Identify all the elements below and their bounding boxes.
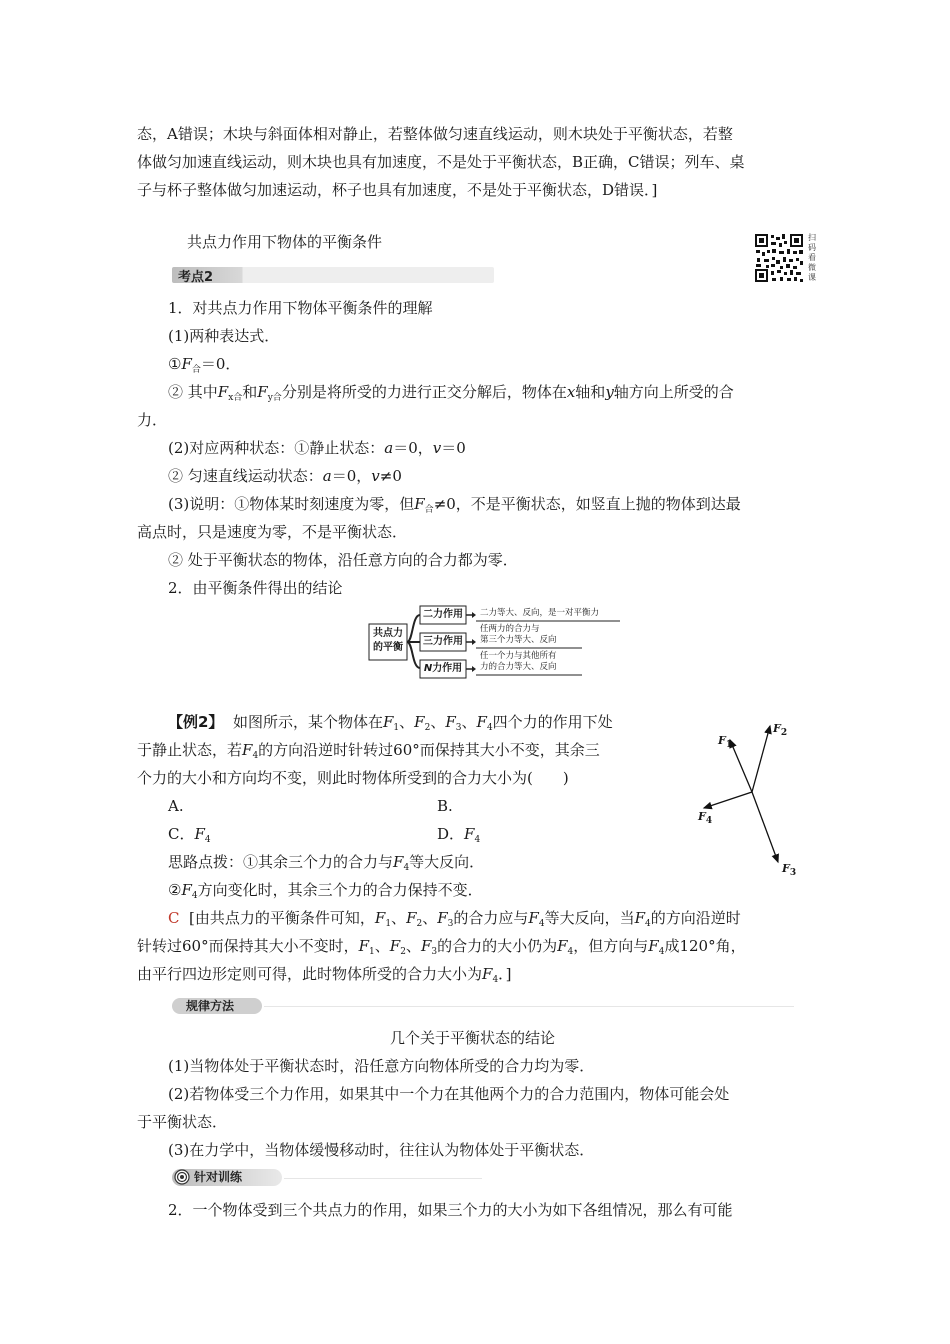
answer-line-1: C [由共点力的平衡条件可知，$F_1$、$F_2$、$F_3$的合力应与$F_4$等大反向，当$F_4$的方向沿逆时 xyxy=(168,909,741,929)
section-tag xyxy=(172,267,494,283)
top-paragraph-line-1: 态，A错误；木块与斜面体相对静止，若整体做匀速直线运动，则木块处于平衡状态，若整 xyxy=(137,125,733,143)
method-title: 几个关于平衡状态的结论 xyxy=(390,1029,556,1047)
section-title: 共点力作用下物体的平衡条件 xyxy=(187,233,383,251)
force-figure xyxy=(690,712,810,882)
diagram-note-two: 二力等大、反向，是一对平衡力 xyxy=(480,608,600,618)
hint-line-2: $②F_4$方向变化时，其余三个力的合力保持不变． xyxy=(168,881,483,901)
qr-code-icon xyxy=(754,233,808,283)
point1-a2-cont: 力． xyxy=(137,411,168,429)
qr-caption: 扫码看微课 xyxy=(808,233,816,282)
training-question-2: 2．一个物体受到三个共点力的作用，如果三个力的大小为如下各组情况，那么有可能 xyxy=(168,1201,733,1219)
answer-letter: C xyxy=(168,909,180,927)
method-tag xyxy=(172,998,262,1014)
diagram-note-n-2: 力的合力等大、反向 xyxy=(480,662,557,672)
training-tag-label: 针对训练 xyxy=(194,1170,243,1184)
top-paragraph-line-2: 体做匀加速直线运动，则木块也具有加速度，不是处于平衡状态，B正确，C错误；列车、桌 xyxy=(137,153,745,171)
point1-b2: ② 匀速直线运动状态：a＝0，v≠0 xyxy=(168,467,402,485)
target-icon xyxy=(174,1169,190,1185)
option-a[interactable]: A. xyxy=(168,797,184,815)
top-paragraph-line-3: 子与杯子整体做匀加速运动，杯子也具有加速度，不是处于平衡状态，D错误．] xyxy=(137,181,658,199)
force-label-f2: $F_2$ xyxy=(773,722,788,738)
method-rule-1: (1)当物体处于平衡状态时，沿任意方向物体所受的合力均为零． xyxy=(168,1057,595,1075)
section-tag-label: 考点2 xyxy=(178,270,214,285)
force-label-f1: $F_1$ xyxy=(718,734,733,750)
point1-c2: ② 处于平衡状态的物体，沿任意方向的合力都为零． xyxy=(168,551,518,569)
point1-a2: ② 其中$F_{x合}$和$F_{y合}$分别是将所受的力进行正交分解后，物体在x轴和y轴方向上所受的合 xyxy=(168,383,734,403)
method-banner xyxy=(172,996,794,1018)
answer-line-2: 针转过60°而保持其大小不变时，$F_1$、$F_2$、$F_3$的合力的大小仍为$F_4$，但方向与$F_4$成120°角， xyxy=(137,937,746,957)
diagram-note-three-2: 第三个力等大、反向 xyxy=(480,635,557,645)
point1-a1: $①F_合=0$． xyxy=(168,355,241,375)
option-b[interactable]: B. xyxy=(437,797,453,815)
point1-heading: 1．对共点力作用下物体平衡条件的理解 xyxy=(168,299,433,317)
diagram-root: 共点力 的平衡 xyxy=(373,628,403,653)
diagram-branch-n-forces: N力作用 xyxy=(423,663,463,674)
concept-diagram xyxy=(368,604,628,680)
method-tag-label: 规律方法 xyxy=(186,999,235,1013)
method-rule-2-cont: 于平衡状态． xyxy=(137,1113,228,1131)
diagram-note-n-1: 任一个力与其他所有 xyxy=(480,651,557,661)
qr-code[interactable] xyxy=(754,233,808,287)
force-vectors xyxy=(690,712,810,882)
training-tag xyxy=(172,1169,282,1186)
example-line-1: 【例2】 如图所示，某个物体在$F_1$、$F_2$、$F_3$、$F_4$四个力的作用下处 xyxy=(168,713,613,733)
option-d[interactable]: D．$F_4$ xyxy=(437,825,481,845)
training-banner xyxy=(172,1168,482,1188)
hint-line-1: 思路点拨：①其余三个力的合力与$F_4$等大反向． xyxy=(168,853,485,873)
force-label-f3: $F_3$ xyxy=(782,862,797,878)
method-rule-2: (2)若物体受三个力作用，如果其中一个力在其他两个力的合力范围内，物体可能会处 xyxy=(168,1085,730,1103)
force-label-f4: $F_4$ xyxy=(698,810,713,826)
example-line-2: 于静止状态，若$F_4$的方向沿逆时针转过60°而保持其大小不变，其余三 xyxy=(137,741,600,761)
option-c[interactable]: C．$F_4$ xyxy=(168,825,211,845)
point2-heading: 2．由平衡条件得出的结论 xyxy=(168,579,343,597)
diagram-note-three-1: 任两力的合力与 xyxy=(480,624,540,634)
example-line-3: 个力的大小和方向均不变，则此时物体所受到的合力大小为( ) xyxy=(137,769,569,787)
point1-b1: (2)对应两种状态：①静止状态：a＝0，v＝0 xyxy=(168,439,466,457)
point1-c1-cont: 高点时，只是速度为零，不是平衡状态． xyxy=(137,523,408,541)
point1-a: (1)两种表达式． xyxy=(168,327,280,345)
method-rule-3: (3)在力学中，当物体缓慢移动时，往往认为物体处于平衡状态． xyxy=(168,1141,595,1159)
answer-line-3: 由平行四边形定则可得，此时物体所受的合力大小为$F_4$．] xyxy=(137,965,512,985)
point1-c1: (3)说明：①物体某时刻速度为零，但$F_合\ne 0$，不是平衡状态，如竖直上抛的物体到达最 xyxy=(168,495,741,515)
diagram-branch-three-forces: 三力作用 xyxy=(423,636,463,647)
diagram-branch-two-forces: 二力作用 xyxy=(423,609,463,620)
